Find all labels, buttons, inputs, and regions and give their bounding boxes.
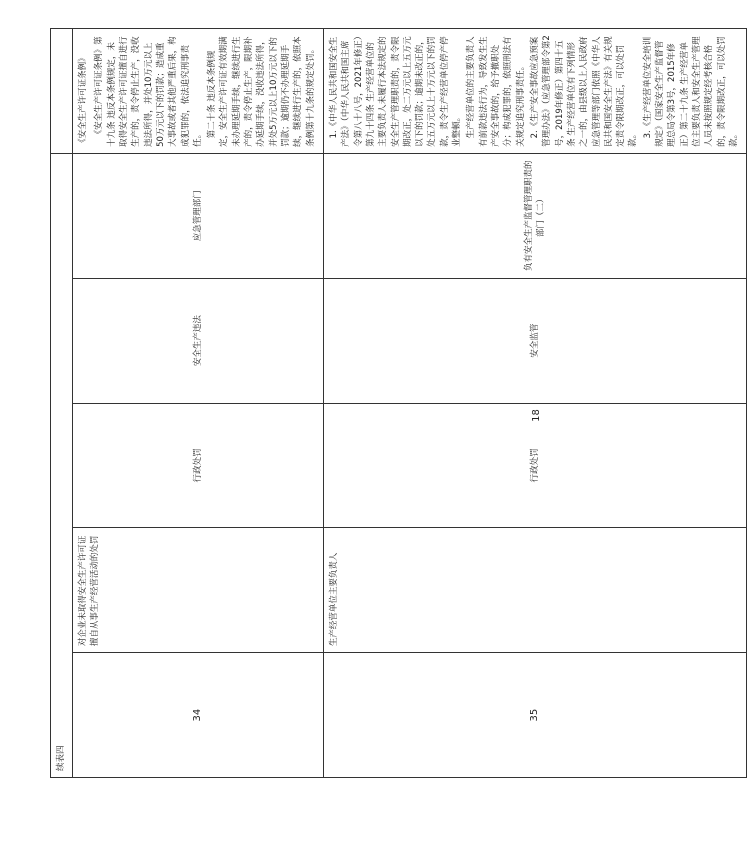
page-number: 18: [530, 409, 542, 422]
regulation-table: [50, 28, 747, 778]
legal-basis: [73, 29, 324, 154]
item-dept: 负有安全生产监督管理职责的部门（二）: [323, 153, 746, 278]
item-dept: 应急管理部门: [73, 153, 324, 278]
basis-paragraph: 3.《生产经营单位安全培训规定》（国家安全生产监督管理总局令第3号，2015年修正）第二十九条 生产经营单位主要负责人和安全生产管理人员未按照规定经考核合格的，责令限期改正，可以处罚款。: [642, 36, 739, 147]
basis-head: 《安全生产许可证条例》: [78, 53, 88, 147]
table-row: [73, 29, 324, 778]
table-header-row: [51, 29, 73, 778]
item-name: 生产经营单位主要负责人: [323, 528, 746, 653]
row-number: 34: [73, 653, 324, 778]
basis-paragraph: 《安全生产许可证条例》第十九条 违反本条例规定，未取得安全生产许可证擅自进行生产的，责令停止生产，没收违法所得，并处10万元以上50万元以下的罚款；造成重大事故或者其他严重后果，构成犯罪的，依法追究刑事责任。: [94, 36, 203, 147]
basis-paragraph: 生产经营单位的主要负责人有前款违法行为，导致发生生产安全事故的，给予撤职处分；构成犯罪的，依照刑法有关规定追究刑事责任。: [466, 36, 526, 147]
item-type: 行政处罚: [73, 403, 324, 528]
item-type: 行政处罚: [323, 403, 746, 528]
basis-paragraph: 1.《中华人民共和国安全生产法》（中华人民共和国主席令第八十八号，2021年修正）第九十四条 生产经营单位的主要负责人未履行本法规定的安全生产管理职责的，责令限期改正，处二万元以上五万元以下的罚款；逾期未改正的，处五万元以上十万元以下的罚款，责令生产经营单位停产停业整顿。: [328, 35, 463, 147]
row-number: 35: [323, 653, 746, 778]
rotated-table-region: [50, 28, 739, 778]
item-name: 对企业未取得安全生产许可证擅自从事生产经营活动的处罚: [73, 528, 324, 653]
item-subtype: 安全监管: [323, 278, 746, 403]
header-right: [51, 29, 73, 154]
basis-paragraph: 2.《生产安全事故应急预案管理办法》（应急管理部令第2号，2019年修正）第四十五条 生产经营单位有下列情形之一的，由县级以上人民政府应急管理等部门依照《中华人民共和国安全生产法》有关规定责令限期改正，可以处罚款。: [529, 35, 639, 147]
item-subtype: 安全生产违法: [73, 278, 324, 403]
header-left: 续表四: [51, 153, 73, 777]
table-row: [323, 29, 746, 778]
legal-basis: [323, 29, 746, 154]
basis-paragraph: 第二十条 违反本条例规定，安全生产许可证有效期满未办理延期手续，继续进行生产的，责令停止生产，限期补办延期手续，没收违法所得，并处5万元以上10万元以下的罚款；逾期仍不办理延期手续，继续进行生产的，依照本条例第十九条的规定处罚。: [207, 36, 316, 147]
